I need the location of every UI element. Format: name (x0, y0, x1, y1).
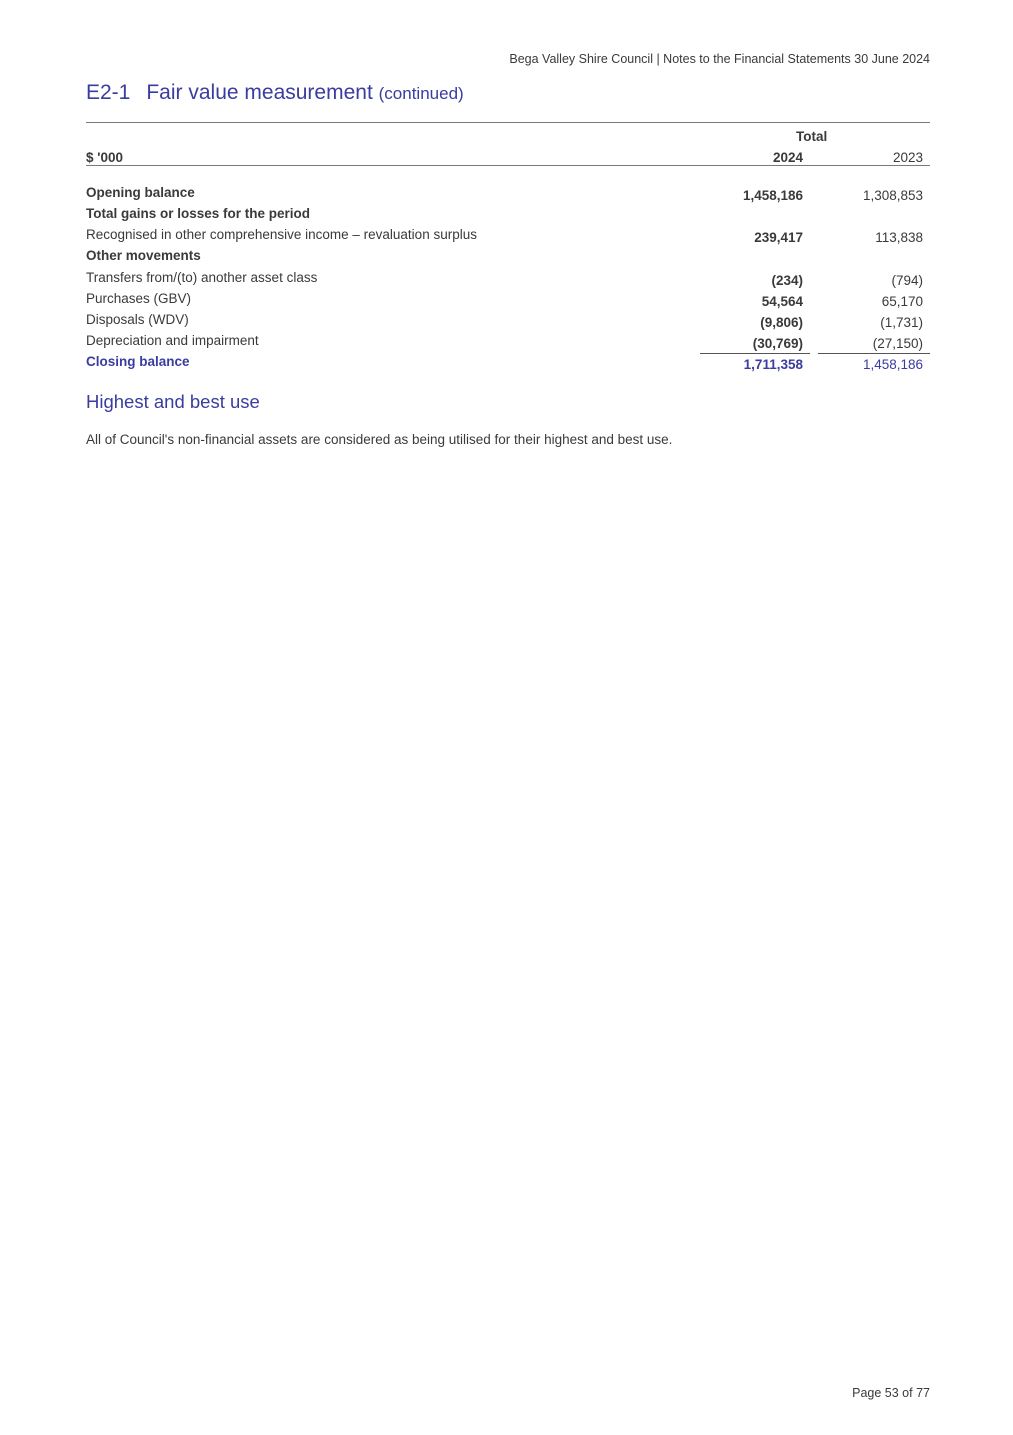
table-row-purchases (86, 291, 930, 311)
value-2024: 239,417 (754, 230, 803, 245)
value-2024: (30,769) (752, 336, 803, 351)
page-number: Page 53 of 77 (852, 1386, 930, 1400)
row-label: Other movements (86, 248, 201, 263)
value-2023: 1,308,853 (862, 188, 923, 203)
row-label: Depreciation and impairment (86, 333, 259, 348)
table-row-opening-balance (86, 185, 930, 205)
row-label: Closing balance (86, 354, 190, 369)
value-2023: (27,150) (872, 336, 923, 351)
section-number: E2-1 (86, 81, 131, 104)
value-2023: 65,170 (881, 294, 923, 309)
highest-best-use-heading: Highest and best use (86, 391, 260, 412)
table-row-transfers (86, 270, 930, 290)
row-label: Recognised in other comprehensive income – revaluation surplus (86, 227, 477, 242)
table-row-closing-balance (86, 354, 930, 374)
row-label: Total gains or losses for the period (86, 206, 311, 221)
value-2023: 1,458,186 (862, 357, 923, 372)
value-2024: 1,711,358 (743, 357, 803, 372)
year-2023-header: 2023 (892, 150, 923, 165)
value-2023: (1,731) (880, 315, 923, 330)
value-2024: (234) (771, 273, 803, 288)
section-title-text: Fair value measurement (146, 81, 373, 104)
value-2023: 113,838 (875, 230, 923, 245)
table-row-depreciation (86, 333, 930, 353)
row-label: Disposals (WDV) (86, 312, 189, 327)
row-label: Transfers from/(to) another asset class (86, 270, 318, 285)
row-label: Opening balance (86, 185, 195, 200)
table-row-gains-losses-heading (86, 206, 930, 226)
value-2024: 1,458,186 (742, 188, 803, 203)
value-2024: (9,806) (760, 315, 803, 330)
row-label: Purchases (GBV) (86, 291, 192, 306)
highest-best-use-text: All of Council's non-financial assets are considered as being utilised for their highest and best use. (86, 432, 673, 447)
unit-label: $ '000 (86, 150, 123, 165)
value-2023: (794) (891, 273, 923, 288)
value-2024: 54,564 (761, 294, 803, 309)
year-2024-header: 2024 (772, 150, 803, 165)
header-divider (86, 165, 930, 166)
table-row-disposals (86, 312, 930, 332)
section-title (86, 81, 464, 105)
page-header: Bega Valley Shire Council | Notes to the Financial Statements 30 June 2024 (509, 52, 930, 66)
total-column-header: Total (796, 129, 828, 144)
table-row-revaluation-surplus (86, 227, 930, 247)
title-divider (86, 122, 930, 123)
table-row-other-movements-heading (86, 248, 930, 268)
section-continued: (continued) (378, 84, 464, 103)
